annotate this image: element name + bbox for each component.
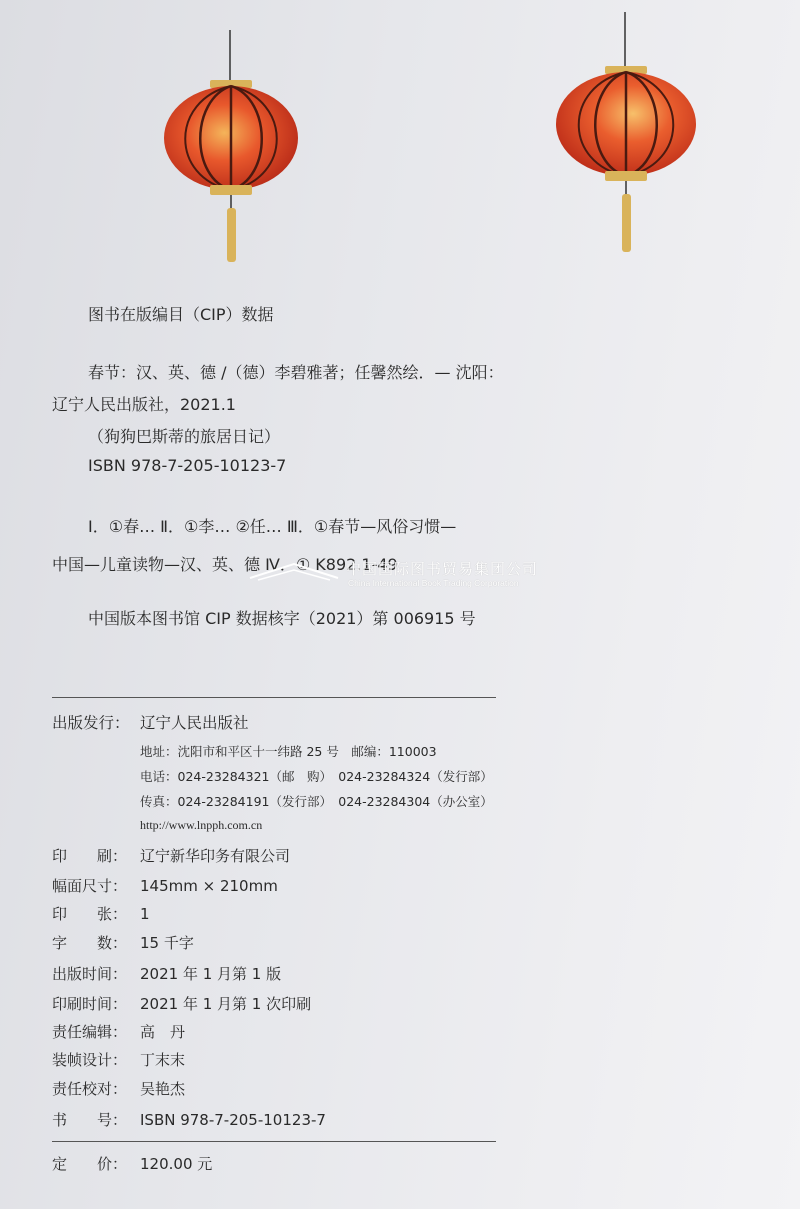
cip-title: 图书在版编目（CIP）数据 xyxy=(88,305,274,324)
watermark-logo-icon xyxy=(248,560,340,584)
info-book-number: 书 号： ISBN 978-7-205-10123-7 xyxy=(52,1111,326,1129)
info-format-size: 幅面尺寸： 145mm × 210mm xyxy=(52,877,278,895)
watermark-chinese: 中国国际图书贸易集团公司 xyxy=(346,560,539,578)
cip-classification-1: Ⅰ．①春… Ⅱ．①李… ②任… Ⅲ．①春节—风俗习惯— xyxy=(88,517,457,536)
info-printed-sheets: 印 张： 1 xyxy=(52,905,150,923)
cip-series: （狗狗巴斯蒂的旅居日记） xyxy=(88,427,281,446)
info-publish-date: 出版时间： 2021 年 1 月第 1 版 xyxy=(52,965,282,983)
publisher-name: 辽宁人民出版社 xyxy=(140,714,249,732)
publisher-url: http://www.lnpph.com.cn xyxy=(140,818,263,832)
publisher-row xyxy=(52,711,249,733)
left-lantern-illustration xyxy=(160,30,305,270)
watermark-english: China International Book Trading Corporation xyxy=(348,578,519,588)
cip-record-number: 中国版本图书馆 CIP 数据核字（2021）第 006915 号 xyxy=(88,609,476,628)
bottom-divider xyxy=(52,1141,496,1142)
info-price: 定 价： 120.00 元 xyxy=(52,1155,213,1173)
cip-line-2: 辽宁人民出版社，2021.1 xyxy=(52,395,236,414)
publisher-phone: 电话：024-23284321（邮 购） 024-23284324（发行部） xyxy=(140,769,493,784)
publisher-label: 出版发行： xyxy=(52,714,130,732)
info-print-date: 印刷时间： 2021 年 1 月第 1 次印刷 xyxy=(52,995,312,1013)
info-word-count: 字 数： 15 千字 xyxy=(52,934,194,952)
publisher-address: 地址：沈阳市和平区十一纬路 25 号 邮编：110003 xyxy=(140,744,437,759)
publisher-fax: 传真：024-23284191（发行部） 024-23284304（办公室） xyxy=(140,794,493,809)
cip-classification-2: 中国—儿童读物—汉、英、德 Ⅳ．① K892.1-49 xyxy=(52,555,398,574)
info-editor: 责任编辑： 高 丹 xyxy=(52,1023,186,1041)
cip-line-1: 春节：汉、英、德 /（德）李碧雅著；任馨然绘．— 沈阳： xyxy=(88,363,504,382)
info-designer: 装帧设计： 丁末末 xyxy=(52,1051,186,1069)
info-printer: 印 刷： 辽宁新华印务有限公司 xyxy=(52,847,291,865)
right-lantern-illustration xyxy=(553,12,703,262)
watermark xyxy=(248,556,548,590)
cip-isbn: ISBN 978-7-205-10123-7 xyxy=(88,456,287,475)
info-proofreader: 责任校对： 吴艳杰 xyxy=(52,1080,186,1098)
top-divider xyxy=(52,697,496,698)
